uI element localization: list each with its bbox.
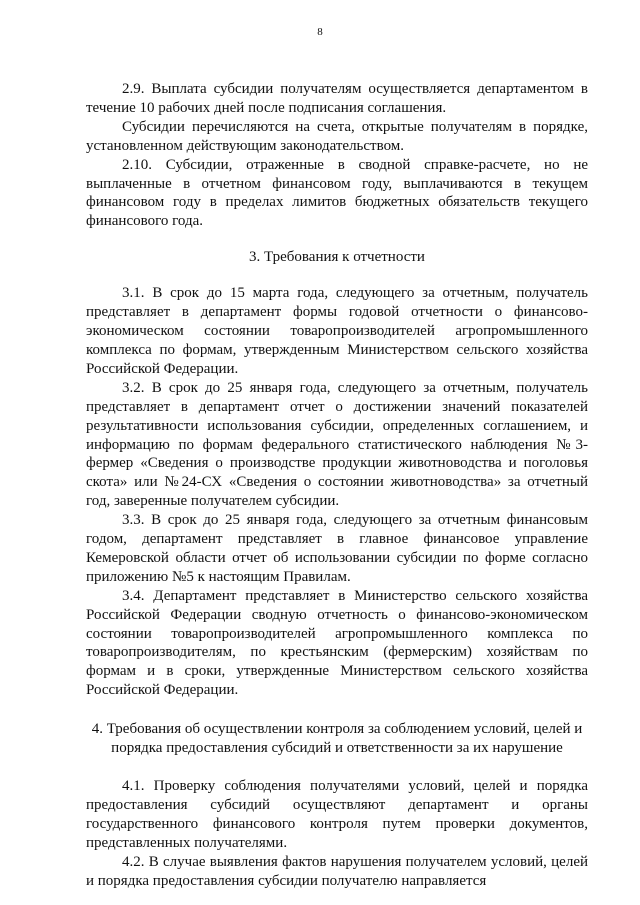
paragraph-4-1: 4.1. Проверку соблюдения получателями условий, целей и порядка предоставления субсидий осуществляют департамент и органы государственного финансового контроля путем проверки документов, представленных получателями. <box>86 778 588 851</box>
paragraph-2-9: 2.9. Выплата субсидии получателям осуществляется департаментом в течение 10 рабочих дней после подписания соглашения. <box>86 81 588 116</box>
paragraph-3-4: 3.4. Департамент представляет в Министерство сельского хозяйства Российской Федерации сводную отчетность о финансово-экономическом состоянии товаропроизводителей агропромышленного комплекса по товаропроизводителям, по крестьянским (фермерским) хозяйствам по формам и в сроки, утвержденные Министерством сельского хозяйства Российской Федерации. <box>86 587 588 699</box>
paragraph-3-2: 3.2. В срок до 25 января года, следующего за отчетным, получатель представляет в департамент отчет о достижении значений показателей результативности использования субсидии, определенных соглашением, и информацию по формам федерального статистического наблюдения №3-фермер «Сведения о производстве продукции животноводства и поголовья скота» или №24-СХ «Сведения о состоянии животноводства» за отчетный год, заверенные получателем субсидии. <box>86 379 588 510</box>
section-4-heading <box>86 720 588 758</box>
paragraph-2-10: 2.10. Субсидии, отраженные в сводной справке-расчете, но не выплаченные в отчетном финансовом году, выплачиваются в текущем финансовом году в пределах лимитов бюджетных обязательств текущего финансового года. <box>86 156 588 230</box>
section-3-heading: 3. Требования к отчетности <box>249 249 425 266</box>
section-4-heading-line2: порядка предоставления субсидий и ответственности за их нарушение <box>111 740 563 757</box>
paragraph-3-3: 3.3. В срок до 25 января года, следующего за отчетным финансовым годом, департамент представляет в главное финансовое управление Кемеровской области отчет об использовании субсидии по форме согласно приложению №5 к настоящим Правилам. <box>86 512 588 585</box>
paragraph-3-1: 3.1. В срок до 15 марта года, следующего за отчетным, получатель представляет в департамент формы годовой отчетности о финансово-экономическом состоянии товаропроизводителей агропромышленного комплекса по формам, утвержденным Министерством сельского хозяйства Российской Федерации. <box>86 285 588 377</box>
page-number: 8 <box>317 26 323 38</box>
paragraph-4-2: 4.2. В случае выявления фактов нарушения получателем условий, целей и порядка предоставления субсидии получателю направляется <box>86 853 588 889</box>
section-4-heading-line1: 4. Требования об осуществлении контроля за соблюдением условий, целей и <box>91 721 583 738</box>
paragraph-subsidy-accounts: Субсидии перечисляются на счета, открытые получателям в порядке, установленном действующим законодательством. <box>86 118 588 154</box>
document-body <box>86 80 588 891</box>
